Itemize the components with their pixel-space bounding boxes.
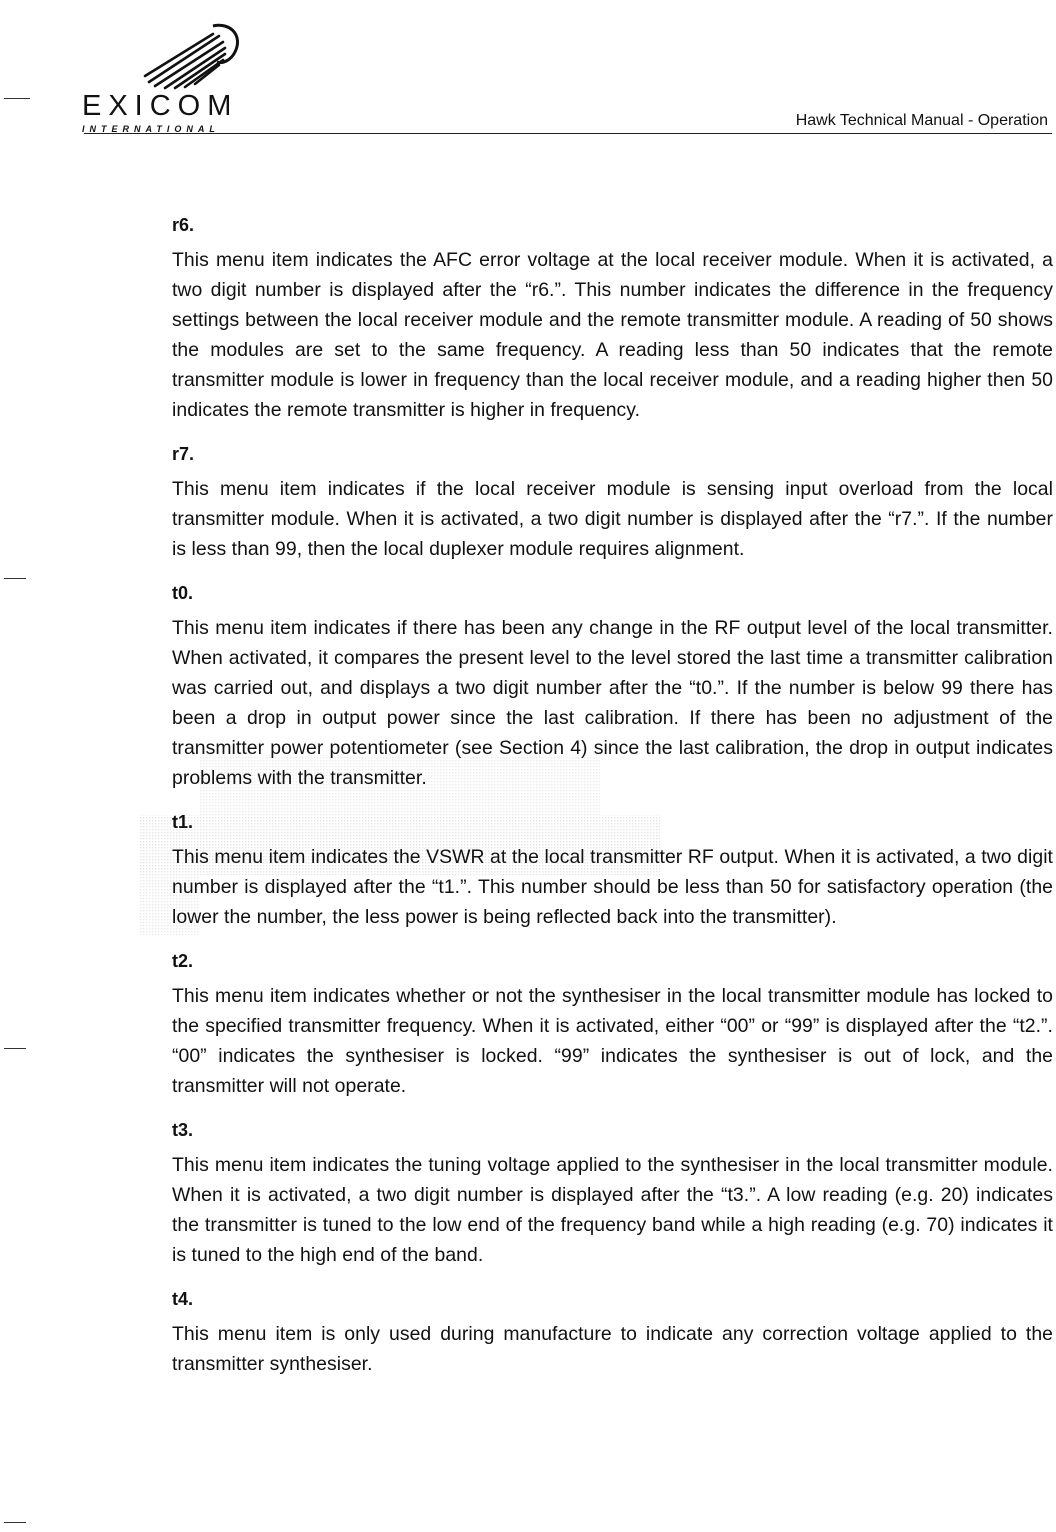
comet-logo-icon — [135, 20, 245, 92]
header-divider — [84, 133, 1052, 134]
scan-edge-mark — [4, 1048, 26, 1049]
page-header — [0, 0, 1056, 140]
document-body — [172, 214, 1053, 1397]
section-heading: t3. — [172, 1120, 194, 1140]
section-heading: r6. — [172, 215, 195, 235]
section-paragraph: This menu item indicates if there has been any change in the RF output level of the local transmitter. When activated, it compares the present level to the level stored the last time a transmitter calibration was carried out, and displays a two digit number after the “t0.”. If the number is below 99 there has been a drop in output power since the last calibration. If there has been no adjustment of the transmitter power potentiometer (see Section 4) since the last calibration, the drop in output indicates problems with the transmitter. — [172, 617, 1053, 789]
section-paragraph: This menu item indicates the VSWR at the local transmitter RF output. When it is activated, a two digit number is displayed after the “t1.”. This number should be less than 50 for satisfactory operation (the lower the number, the less power is being reflected back into the transmitter). — [172, 846, 1053, 928]
section-heading: t4. — [172, 1289, 194, 1309]
menu-item-section — [172, 1288, 1053, 1379]
menu-item-section — [172, 1119, 1053, 1270]
company-logo — [80, 20, 250, 132]
menu-item-section — [172, 950, 1053, 1101]
section-paragraph: This menu item indicates the tuning voltage applied to the synthesiser in the local transmitter module. When it is activated, a two digit number is displayed after the “t3.”. A low reading (e.g. 20) indicates the transmitter is tuned to the low end of the frequency band while a high reading (e.g. 70) indicates it is tuned to the high end of the band. — [172, 1154, 1053, 1266]
menu-item-section — [172, 214, 1053, 425]
scan-edge-mark — [4, 1522, 26, 1523]
section-heading: t1. — [172, 812, 194, 832]
section-paragraph: This menu item indicates if the local receiver module is sensing input overload from the local transmitter module. When it is activated, a two digit number is displayed after the “r7.”. If the number is less than 99, then the local duplexer module requires alignment. — [172, 478, 1053, 560]
manual-title: Hawk Technical Manual - Operation — [795, 112, 1048, 129]
brand-name: EXICOM — [82, 90, 239, 122]
section-paragraph: This menu item indicates the AFC error voltage at the local receiver module. When it is activated, a two digit number is displayed after the “r6.”. This number indicates the difference in the frequency settings between the local receiver module and the remote transmitter module. A reading of 50 shows the modules are set to the same frequency. A reading less than 50 indicates that the remote transmitter module is lower in frequency than the local receiver module, and a reading higher then 50 indicates the remote transmitter is higher in frequency. — [172, 249, 1053, 421]
brand-subtitle: INTERNATIONAL — [82, 124, 220, 134]
section-heading: t0. — [172, 583, 194, 603]
section-heading: r7. — [172, 444, 195, 464]
menu-item-section — [172, 443, 1053, 564]
section-paragraph: This menu item is only used during manufacture to indicate any correction voltage applied to the transmitter synthesiser. — [172, 1323, 1053, 1375]
scan-edge-mark — [4, 98, 30, 99]
menu-item-section — [172, 582, 1053, 793]
scan-edge-mark — [4, 578, 26, 579]
section-paragraph: This menu item indicates whether or not the synthesiser in the local transmitter module has locked to the specified transmitter frequency. When it is activated, either “00” or “99” is displayed after the “t2.”. “00” indicates the synthesiser is locked. “99” indicates the synthesiser is out of lock, and the transmitter will not operate. — [172, 985, 1053, 1097]
menu-item-section — [172, 811, 1053, 932]
section-heading: t2. — [172, 951, 194, 971]
